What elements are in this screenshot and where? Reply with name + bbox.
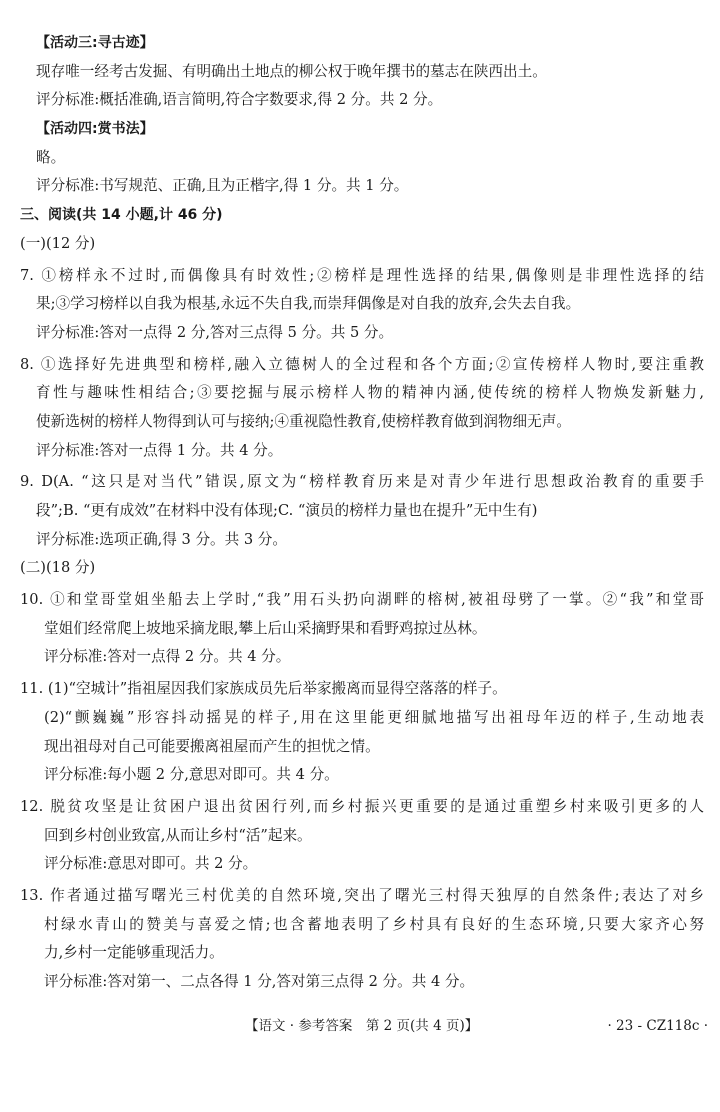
answer-key-page: [0, 29, 720, 997]
page-footer: [0, 1013, 720, 1039]
section-3-heading: 三、阅读(共 14 小题,计 46 分): [20, 207, 223, 224]
q8-line: 育性与趣味性相结合;③要挖掘与展示榜样人物的精神内涵,使传统的榜样人物焕发新魅力,: [36, 384, 704, 402]
q13-line: 村绿水青山的赞美与喜爱之情;也含蓄地表明了乡村具有良好的生态环境,只要大家齐心努: [44, 915, 704, 933]
q9-line: 9. D(A. “这只是对当代”错误,原文为“榜样教育历来是对青少年进行思想政治教育的重要手: [20, 473, 704, 491]
answer-line: 现存唯一经考古发掘、有明确出土地点的柳公权于晚年撰书的墓志在陕西出土。: [36, 62, 547, 80]
activity-4-heading: 【活动四:赏书法】: [36, 121, 154, 138]
q12-line: 12. 脱贫攻坚是让贫困户退出贫困行列,而乡村振兴更重要的是通过重塑乡村来吸引更多的人: [20, 797, 704, 815]
scoring-line: 评分标准:选项正确,得 3 分。共 3 分。: [36, 530, 287, 548]
q13-line: 力,乡村一定能够重现活力。: [44, 944, 224, 962]
scoring-line: 评分标准:答对第一、二点各得 1 分,答对第三点得 2 分。共 4 分。: [44, 973, 475, 990]
subsection-2-heading: (二)(18 分): [20, 559, 96, 577]
q11-line: 现出祖母对自己可能要搬离祖屋而产生的担忧之情。: [44, 737, 380, 755]
q11-line: 11. (1)“空城计”指祖屋因我们家族成员先后举家搬离而显得空落落的样子。: [20, 680, 507, 698]
scoring-line: 评分标准:意思对即可。共 2 分。: [44, 855, 258, 873]
q10-line: 10. ①和堂哥堂姐坐船去上学时,“我”用石头扔向湖畔的榕树,被祖母劈了一掌。②“我”和堂哥: [20, 591, 704, 609]
q8-line: 使新选树的榜样人物得到认可与接纳;④重视隐性教育,使榜样教育做到润物细无声。: [36, 412, 571, 430]
activity-3-heading: 【活动三:寻古迹】: [36, 35, 154, 51]
scoring-line: 评分标准:概括准确,语言简明,符合字数要求,得 2 分。共 2 分。: [36, 91, 443, 109]
q7-line: 7. ①榜样永不过时,而偶像具有时效性;②榜样是理性选择的结果,偶像则是非理性选择的结: [20, 266, 704, 284]
q10-line: 堂姐们经常爬上坡地采摘龙眼,攀上后山采摘野果和看野鸡掠过丛林。: [44, 619, 487, 637]
scoring-line: 评分标准:答对一点得 2 分。共 4 分。: [44, 648, 291, 666]
scoring-line: 评分标准:答对一点得 2 分,答对三点得 5 分。共 5 分。: [36, 323, 394, 341]
q11-line: (2)“颤巍巍”形容抖动摇晃的样子,用在这里能更细腻地描写出祖母年迈的样子,生动地表: [44, 708, 704, 726]
footer-page-info: 【语文 · 参考答案 第 2 页(共 4 页)】: [245, 1018, 479, 1034]
scoring-line: 评分标准:书写规范、正确,且为正楷字,得 1 分。共 1 分。: [36, 177, 409, 195]
q12-line: 回到乡村创业致富,从而让乡村“活”起来。: [44, 826, 312, 844]
q9-line: 段”;B. “更有成效”在材料中没有体现;C. “演员的榜样力量也在提升”无中生有): [36, 502, 538, 519]
scoring-line: 评分标准:答对一点得 1 分。共 4 分。: [36, 441, 283, 459]
scoring-line: 评分标准:每小题 2 分,意思对即可。共 4 分。: [44, 766, 339, 784]
q7-line: 果;③学习榜样以自我为根基,永远不失自我,而崇拜偶像是对自我的放弃,会失去自我。: [36, 295, 581, 313]
answer-line: 略。: [36, 148, 66, 166]
q8-line: 8. ①选择好先进典型和榜样,融入立德树人的全过程和各个方面;②宣传榜样人物时,要注重教: [20, 355, 704, 373]
footer-code: · 23 - CZ118c ·: [607, 1018, 708, 1034]
q13-line: 13. 作者通过描写曙光三村优美的自然环境,突出了曙光三村得天独厚的自然条件;表达了对乡: [20, 886, 704, 904]
subsection-1-heading: (一)(12 分): [20, 234, 96, 252]
